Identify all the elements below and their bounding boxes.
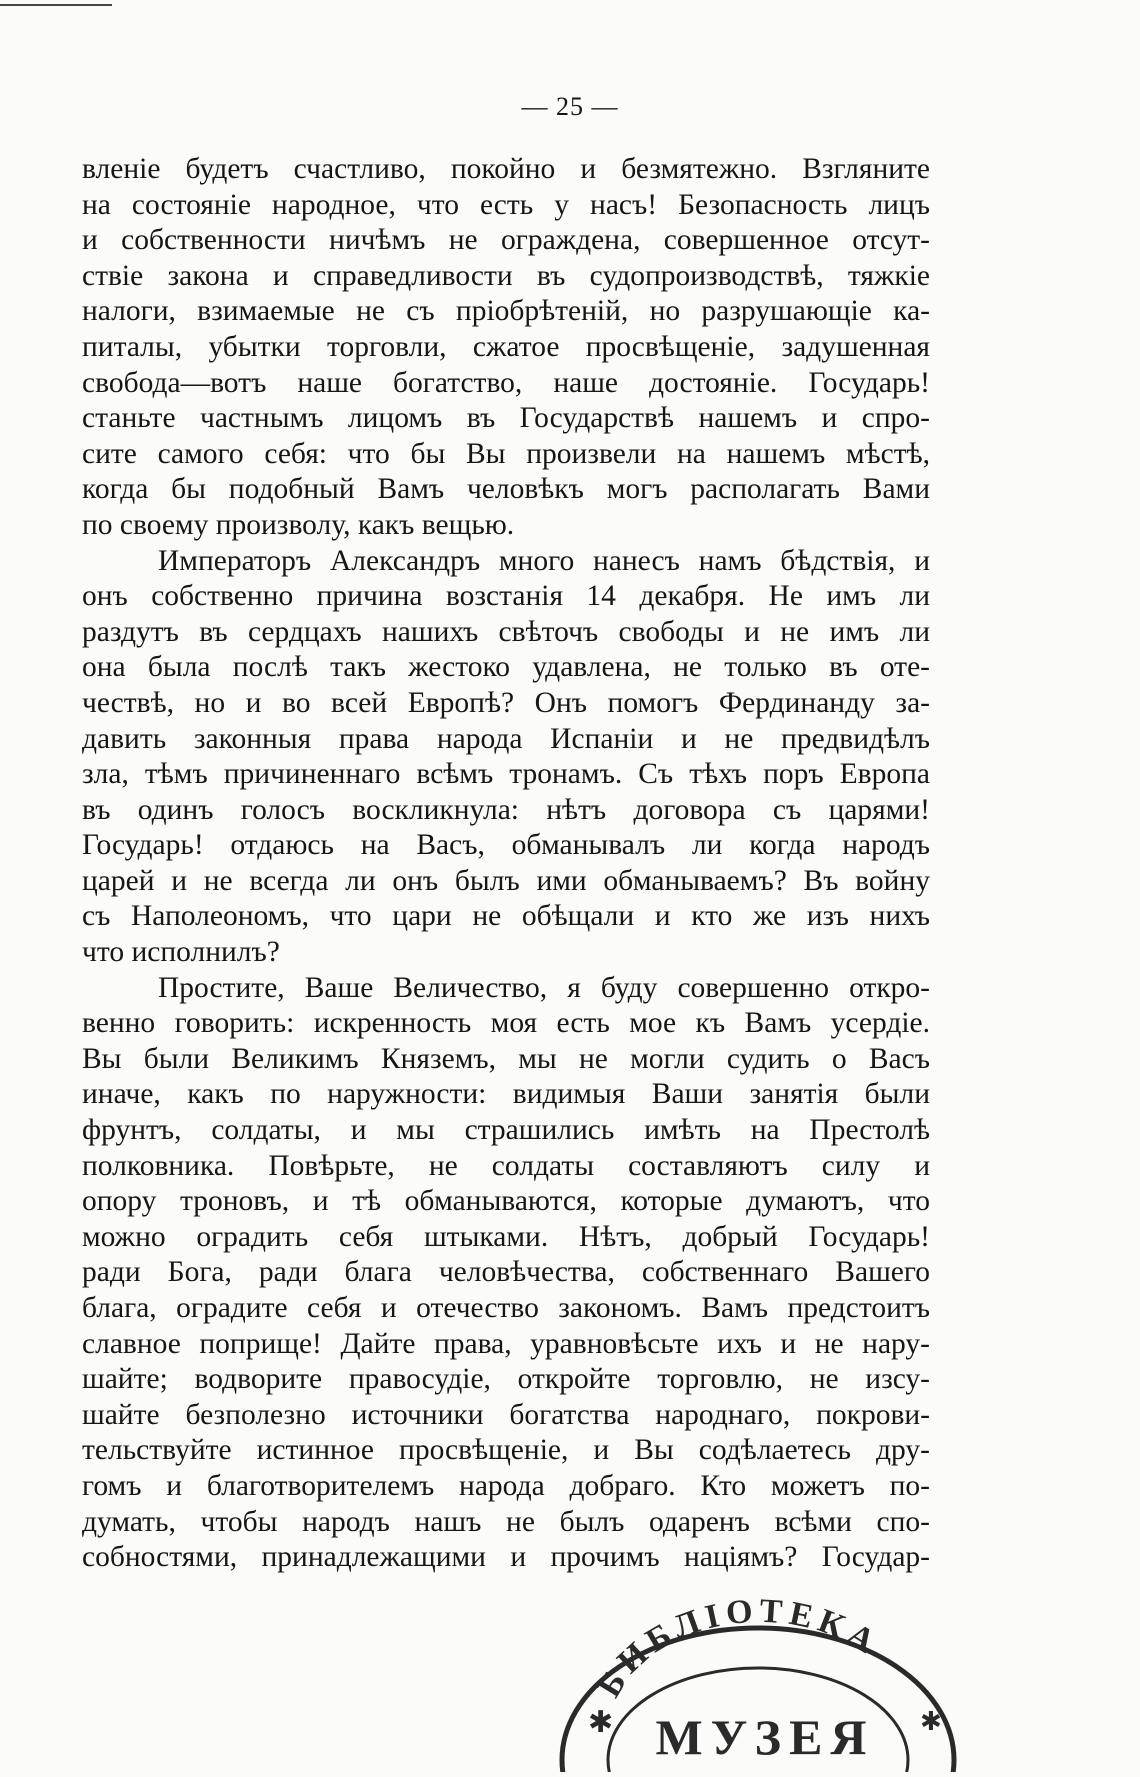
text-line: можно оградить себя штыками. Нѣтъ, добрый Государь!: [82, 1220, 930, 1253]
text-line: станьте частнымъ лицомъ въ Государствѣ нашемъ и спро-: [82, 402, 930, 435]
text-line: вленіе будетъ счастливо, покойно и безмятежно. Взгляните: [82, 153, 930, 185]
text-line: ради Бога, ради блага человѣчества, собственнаго Вашего: [82, 1256, 930, 1289]
text-line: съ Наполеономъ, что цари не обѣщали и кто же изъ нихъ: [82, 900, 930, 933]
text-line: что исполнилъ?: [82, 936, 280, 969]
stamp-bottom-text: МУЗЕЯ: [655, 1709, 875, 1765]
text-line: опору троновъ, и тѣ обманываются, которые думаютъ, что: [82, 1185, 930, 1218]
text-line: давить законныя права народа Испаніи и не предвидѣлъ: [82, 722, 930, 755]
text-line: налоги, взимаемые не съ пріобрѣтеній, но разрушающіе ка-: [82, 295, 930, 328]
text-line: раздутъ въ сердцахъ нашихъ свѣточъ свободы и не имъ ли: [82, 615, 930, 648]
body-text: [82, 152, 930, 1576]
text-line: думать, чтобы народъ нашъ не былъ одаренъ всѣми спо-: [82, 1505, 930, 1538]
text-line: фрунтъ, солдаты, и мы страшились имѣть на Престолѣ: [82, 1114, 930, 1147]
star-icon: ✱: [588, 1705, 614, 1740]
text-line: по своему произволу, какъ вещью.: [82, 508, 515, 541]
text-line: онъ собственно причина возстанія 14 декабря. Не имъ ли: [82, 580, 930, 613]
text-line: шайте безполезно источники богатства народнаго, покрови-: [82, 1398, 930, 1431]
text-line: сите самого себя: что бы Вы произвели на нашемъ мѣстѣ,: [82, 437, 930, 470]
page-number: — 25 —: [521, 92, 619, 121]
text-line: на состояніе народное, что есть у насъ! Безопасность лицъ: [82, 188, 930, 221]
library-stamp: [540, 1582, 960, 1772]
text-line: царей и не всегда ли онъ былъ ими обманываемъ? Въ войну: [82, 864, 930, 897]
svg-text:БИБЛІОТЕКА: [591, 1592, 886, 1703]
text-line: Государь! отдаюсь на Васъ, обманывалъ ли когда народъ: [82, 829, 930, 862]
star-icon: ✱: [920, 1707, 942, 1737]
text-line: гомъ и благотворителемъ народа добраго. Кто можетъ по-: [82, 1469, 930, 1502]
text-line: Простите, Ваше Величество, я буду совершенно откро-: [158, 971, 930, 1004]
text-line: питалы, убытки торговли, сжатое просвѣщеніе, задушенная: [82, 330, 930, 363]
text-line: она была послѣ такъ жестоко удавлена, не только въ оте-: [82, 651, 930, 684]
text-line: Вы были Великимъ Княземъ, мы не могли судить о Васъ: [82, 1042, 930, 1075]
text-line: и собственности ничѣмъ не ограждена, совершенное отсут-: [82, 224, 930, 257]
library-stamp-graphic: [540, 1582, 960, 1772]
text-line: полковника. Повѣрьте, не солдаты составляютъ силу и: [82, 1149, 930, 1182]
text-line: Императоръ Александръ много нанесъ намъ бѣдствія, и: [158, 544, 930, 577]
text-line: ствіе закона и справедливости въ судопроизводствѣ, тяжкіе: [82, 259, 930, 292]
text-line: свобода—вотъ наше богатство, наше достояніе. Государь!: [82, 366, 930, 399]
text-line: блага, оградите себя и отечество закономъ. Вамъ предстоитъ: [82, 1292, 930, 1324]
text-line: собностями, принадлежащими и прочимъ націямъ? Государ-: [82, 1541, 930, 1574]
text-line: иначе, какъ по наружности: видимыя Ваши занятія были: [82, 1078, 930, 1111]
text-line: шайте; водворите правосудіе, откройте торговлю, не изсу-: [82, 1363, 930, 1396]
text-line: зла, тѣмъ причиненнаго всѣмъ тронамъ. Съ тѣхъ поръ Европа: [82, 758, 930, 791]
text-line: когда бы подобный Вамъ человѣкъ могъ располагать Вами: [82, 473, 930, 506]
text-line: чествѣ, но и во всей Европѣ? Онъ помогъ Фердинанду за-: [82, 686, 930, 719]
top-border-rule: [0, 4, 112, 6]
text-line: венно говорить: искренность моя есть мое къ Вамъ усердіе.: [82, 1007, 930, 1040]
text-line: въ одинъ голосъ воскликнула: нѣтъ договора съ царями!: [82, 793, 930, 826]
stamp-top-text: БИБЛІОТЕКА: [590, 1592, 887, 1704]
text-line: славное поприще! Дайте права, уравновѣсьте ихъ и не нару-: [82, 1327, 930, 1360]
text-line: тельствуйте истинное просвѣщеніе, и Вы содѣлаетесь дру-: [82, 1434, 930, 1467]
